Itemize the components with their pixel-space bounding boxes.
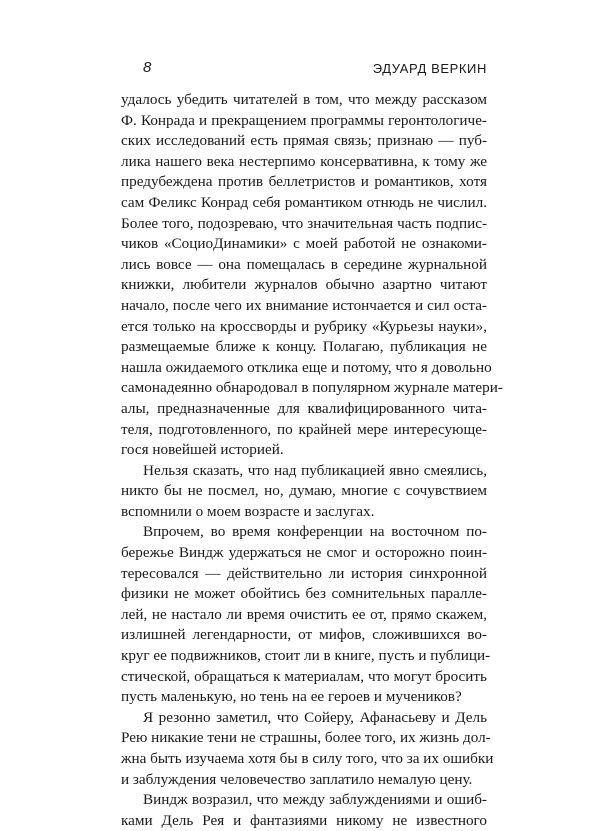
- text-line: никто бы не посмел, но, думаю, многие с сочувствием: [121, 482, 487, 500]
- text-line: жна быть изучаема хотя бы в силу того, что за их ошибки: [121, 750, 494, 767]
- text-line: тересовался — действительно ли история синхронной: [121, 564, 487, 582]
- text-line: бережье Виндж удержаться не смог и осторожно поин-: [121, 544, 487, 562]
- text-line: гося новейшей историей.: [121, 441, 284, 459]
- text-line: лика нашего века нестерпимо консервативна, к тому же: [121, 152, 487, 170]
- text-line: лей, не настало ли время очистить ее от, прямо скажем,: [121, 605, 487, 623]
- text-line: Ф. Конрада и прекращением программы геронтологиче-: [121, 111, 487, 129]
- text-line: Рею никакие тени не страшны, более того, их жизнь дол-: [121, 729, 491, 747]
- text-line: Нельзя сказать, что над публикацией явно смеялись,: [143, 461, 487, 479]
- text-line: пусть маленькую, но тень на ее героев и мучеников?: [121, 688, 462, 706]
- text-line: Впрочем, во время конференции на восточном по-: [143, 523, 487, 541]
- text-line: вспомнили о моем возрасте и заслугах.: [121, 502, 375, 520]
- text-line: ских исследований есть прямая связь; признаю — пуб-: [121, 132, 487, 150]
- text-line: физики не может обойтись без сомнительных паралле-: [121, 585, 487, 603]
- text-line: лись вовсе — она помещалась в середине журнальной: [121, 255, 487, 273]
- text-line: стической, обращаться к материалам, что могут бросить: [121, 667, 487, 685]
- text-line: размещаемые ближе к концу. Полагаю, публикация не: [121, 338, 487, 356]
- text-line: нашла ожидаемого отклика еще и потому, что я довольно: [121, 358, 492, 376]
- text-line: сам Феликс Конрад себя романтиком отнюдь не числил.: [121, 193, 487, 211]
- text-line: книжки, любители журналов обычно азартно читают: [121, 276, 487, 294]
- text-line: теля, подготовленного, по крайней мере интересующе-: [121, 420, 487, 438]
- page-header: [143, 58, 487, 80]
- text-line: ется только на кроссворды и рубрику «Курьезы науки»,: [121, 317, 487, 335]
- running-head-author: ЭДУАРД ВЕРКИН: [372, 61, 487, 76]
- text-line: Более того, подозреваю, что значительная часть подпис-: [121, 214, 487, 232]
- text-line: чиков «СоциоДинамики» с моей работой не ознакоми-: [121, 235, 487, 253]
- text-line: круг ее подвижников, стоит ли в книге, пусть и публици-: [121, 647, 491, 665]
- text-line: предубеждена против беллетристов и романтиков, хотя: [121, 173, 487, 191]
- text-line: Я резонно заметил, что Сойеру, Афанасьеву и Дель: [143, 708, 487, 726]
- text-line: алы, предназначенные для квалифицированного чита-: [121, 399, 487, 417]
- text-line: самонадеянно обнародовал в популярном журнале матери-: [121, 379, 503, 397]
- text-line: и заблуждения человечество заплатило немалую цену.: [121, 770, 473, 788]
- body-text: [121, 90, 503, 831]
- text-line: Виндж возразил, что между заблуждениями и ошиб-: [143, 791, 487, 809]
- text-line: начало, после чего их внимание истончается и сил оста-: [121, 296, 487, 314]
- page-number: 8: [143, 59, 152, 76]
- text-line: удалось убедить читателей в том, что между рассказом: [121, 91, 487, 108]
- text-line: ками Дель Рея и фантазиями никому не известного: [121, 811, 487, 829]
- text-line: излишней легендарности, от мифов, сложившихся во-: [121, 626, 487, 644]
